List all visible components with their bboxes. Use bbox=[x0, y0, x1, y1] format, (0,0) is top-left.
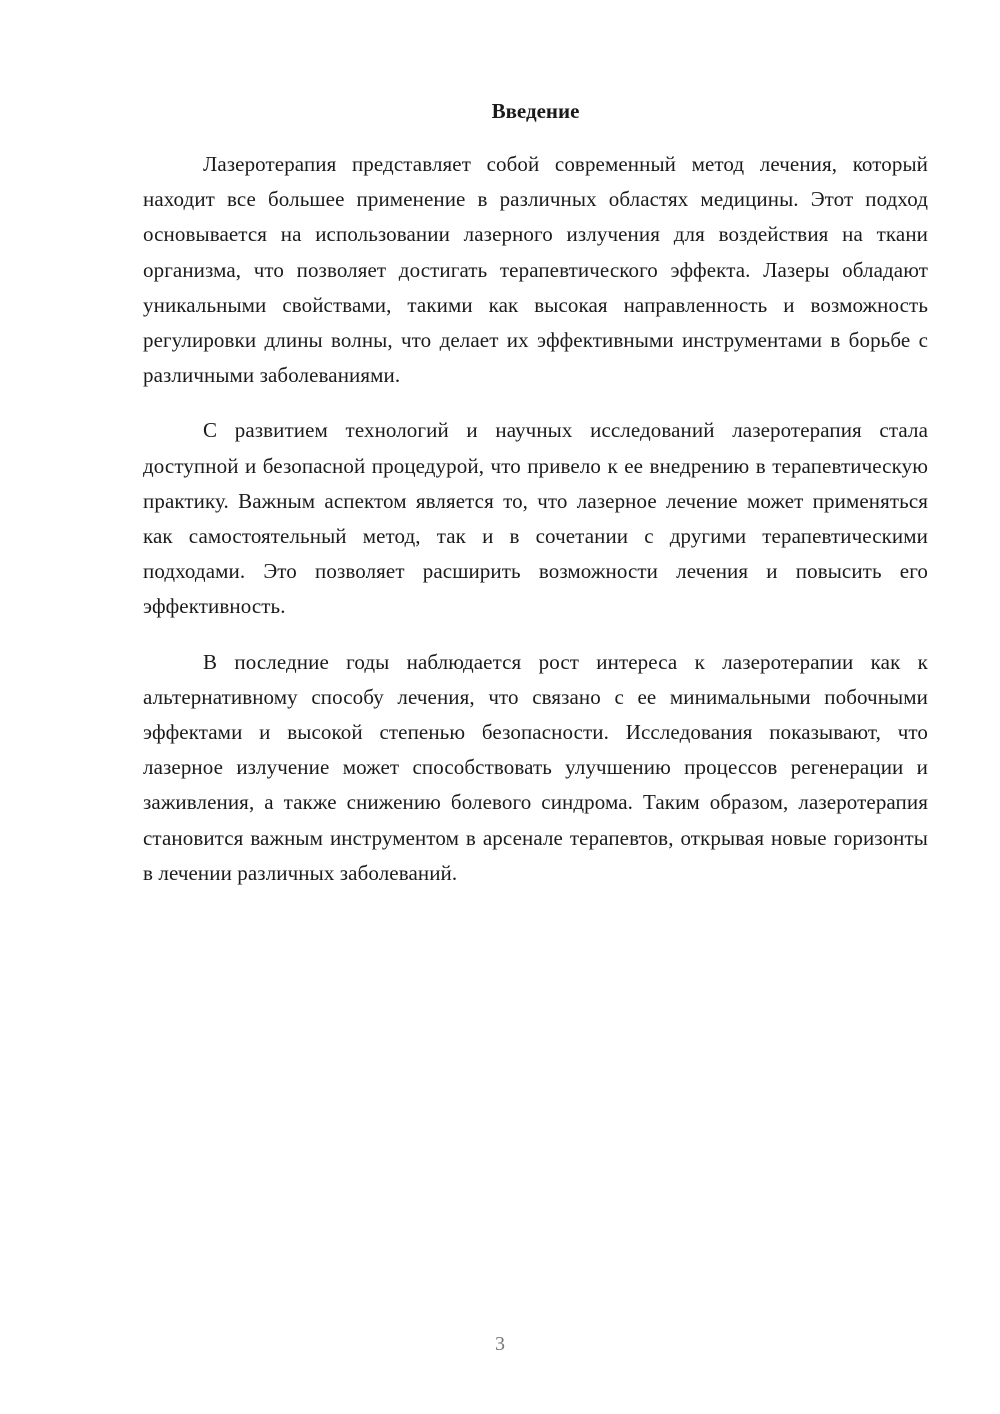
paragraph-2: С развитием технологий и научных исследований лазеротерапия стала доступной и безопасной процедурой, что привело к ее внедрению в терапевтическую практику. Важным аспектом является то, что лазерное лечение может применяться как самостоятельный метод, так и в сочетании с другими терапевтическими подходами. Это позволяет расширить возможности лечения и повысить его эффективность. bbox=[143, 418, 928, 619]
paragraph-1: Лазеротерапия представляет собой современный метод лечения, который находит все большее применение в различных областях медицины. Этот подход основывается на использовании лазерного излучения для воздействия на ткани организма, что позволяет достигать терапевтического эффекта. Лазеры обладают уникальными свойствами, такими как высокая направленность и возможность регулировки длины волны, что делает их эффективными инструментами в борьбе с различными заболеваниями. bbox=[143, 152, 928, 388]
page-number: 3 bbox=[495, 1333, 505, 1355]
section-title: Введение bbox=[491, 99, 580, 123]
page-content bbox=[143, 94, 928, 911]
paragraph-3: В последние годы наблюдается рост интереса к лазеротерапии как к альтернативному способу лечения, что связано с ее минимальными побочными эффектами и высокой степенью безопасности. Исследования показывают, что лазерное излучение может способствовать улучшению процессов регенерации и заживления, а также снижению болевого синдрома. Таким образом, лазеротерапия становится важным инструментом в арсенале терапевтов, открывая новые горизонты в лечении различных заболеваний. bbox=[143, 649, 928, 885]
